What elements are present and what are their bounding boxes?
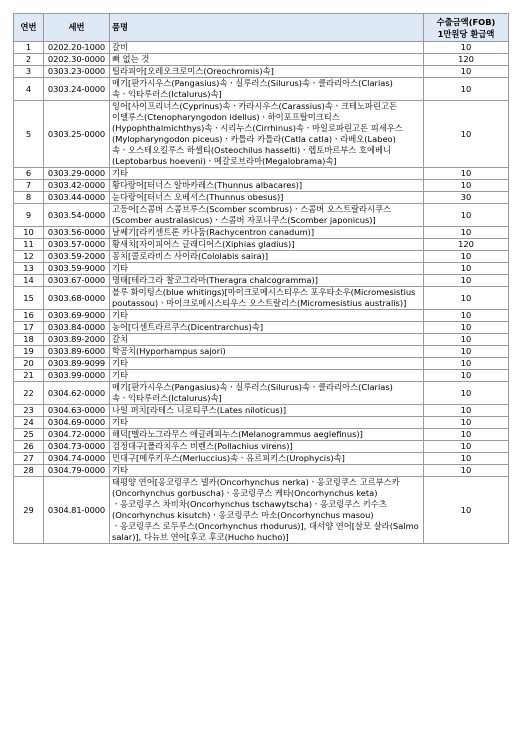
row-no-cell: 23 [14,405,44,417]
table-row [14,322,509,334]
row-no-cell: 15 [14,287,44,310]
row-amount-cell: 10 [424,204,509,227]
table-row [14,310,509,322]
row-name-cell: 뼈 없는 것 [110,54,424,66]
table-row [14,287,509,310]
table-row [14,101,509,168]
row-no-cell: 10 [14,227,44,239]
row-code-cell: 0303.69-9000 [44,310,110,322]
row-no-cell: 13 [14,263,44,275]
row-amount-cell: 10 [424,66,509,78]
row-no-cell: 6 [14,168,44,180]
row-no-cell: 4 [14,78,44,101]
row-name-cell: 기타 [110,310,424,322]
table-row [14,358,509,370]
row-no-cell: 11 [14,239,44,251]
table-row [14,417,509,429]
row-no-cell: 17 [14,322,44,334]
table-row [14,477,509,544]
header-amount-line2: 1만원당 환급액 [437,28,495,39]
row-name-cell: 명태[테라그라 찰코그라마(Theragra chalcogramma)] [110,275,424,287]
row-amount-cell: 10 [424,465,509,477]
row-amount-cell: 10 [424,370,509,382]
row-code-cell: 0303.67-0000 [44,275,110,287]
row-amount-cell: 10 [424,453,509,465]
row-name-cell: 민대구[메루키우스(Merluccius)속ㆍ유르피키스(Urophycis)속] [110,453,424,465]
row-amount-cell: 10 [424,180,509,192]
row-no-cell: 14 [14,275,44,287]
row-amount-cell: 10 [424,405,509,417]
table-row [14,192,509,204]
row-amount-cell: 10 [424,263,509,275]
row-amount-cell: 10 [424,42,509,54]
table-row [14,263,509,275]
row-code-cell: 0303.89-2000 [44,334,110,346]
row-name-cell: 태평양 연어[옹코링쿠스 넬카(Oncorhynchus nerka)ㆍ옹코링쿠스 고르부스카(Oncorhynchus gorbuscha)ㆍ옹코링쿠스 케타(Oncorhynchus keta)ㆍ옹코링쿠스 차비차(Oncorhynchus tschawytscha)ㆍ옹코링쿠스 키수츠(Oncorhynchus kisutch)ㆍ옹코링쿠스 마소(Oncorhynchus masou)ㆍ옹코링쿠스 로두루스(Oncorhynchus rhodurus)], 대서양 연어[살모 살라(Salmo salar)], 다뉴브 연어[후코 후코(Hucho hucho)] [110,477,424,544]
row-name-cell: 농어[디센트라르쿠스(Dicentrarchus)속] [110,322,424,334]
row-no-cell: 9 [14,204,44,227]
row-code-cell: 0303.44-0000 [44,192,110,204]
row-amount-cell: 10 [424,310,509,322]
table-row [14,168,509,180]
row-name-cell: 눈다랑어[터너스 오베서스(Thunnus obesus)] [110,192,424,204]
row-no-cell: 27 [14,453,44,465]
row-name-cell: 갈치 [110,334,424,346]
row-code-cell: 0303.89-9099 [44,358,110,370]
row-name-cell: 기타 [110,465,424,477]
row-amount-cell: 10 [424,287,509,310]
row-code-cell: 0304.72-0000 [44,429,110,441]
table-row [14,346,509,358]
row-code-cell: 0304.69-0000 [44,417,110,429]
row-amount-cell: 10 [424,477,509,544]
row-no-cell: 18 [14,334,44,346]
header-code: 세번 [44,14,110,42]
row-amount-cell: 120 [424,239,509,251]
table-row [14,382,509,405]
row-code-cell: 0303.84-0000 [44,322,110,334]
row-code-cell: 0303.25-0000 [44,101,110,168]
table-row [14,429,509,441]
table-body [14,42,509,544]
header-amount-line1: 수출금액(FOB) [436,16,496,27]
row-no-cell: 25 [14,429,44,441]
row-amount-cell: 10 [424,78,509,101]
row-code-cell: 0303.54-0000 [44,204,110,227]
row-code-cell: 0303.68-0000 [44,287,110,310]
table-row [14,78,509,101]
row-code-cell: 0303.89-6000 [44,346,110,358]
table-header-row [14,14,509,42]
row-name-cell: 황다랑어[터너스 알바카레스(Thunnus albacares)] [110,180,424,192]
table-row [14,275,509,287]
row-no-cell: 22 [14,382,44,405]
row-amount-cell: 10 [424,251,509,263]
row-code-cell: 0303.24-0000 [44,78,110,101]
row-code-cell: 0303.29-0000 [44,168,110,180]
table-row [14,204,509,227]
row-name-cell: 갈비 [110,42,424,54]
row-no-cell: 16 [14,310,44,322]
row-name-cell: 나일 퍼치[라테스 니로티쿠스(Lates niloticus)] [110,405,424,417]
row-amount-cell: 10 [424,358,509,370]
row-code-cell: 0303.42-0000 [44,180,110,192]
table-row [14,453,509,465]
row-amount-cell: 10 [424,346,509,358]
table-row [14,405,509,417]
row-no-cell: 12 [14,251,44,263]
row-name-cell: 검정대구[폴라치우스 비렌스(Pollachius virens)] [110,441,424,453]
row-no-cell: 5 [14,101,44,168]
row-name-cell: 황새치[자이피어스 글래디어스(Xiphias gladius)] [110,239,424,251]
table-row [14,227,509,239]
row-no-cell: 8 [14,192,44,204]
row-name-cell: 잉어[사이프리너스(Cyprinus)속ㆍ카라시우스(Carassius)속ㆍ크테노파린고돈 이델루스(Ctenopharyngodon idellus)ㆍ하이포프탈미크티스(Hypophthalmichthys)속ㆍ시리누스(Cirrhinus)속ㆍ마일로파린고돈 피세우스(Mylopharyngodon piceus)ㆍ카틀라 카틀라(Catla catla)ㆍ라베오(Labeo)속ㆍ오스테오킬루스 하셀티(Osteochilus hasselti)ㆍ렙토바르부스 호에베니(Leptobarbus hoeveni)ㆍ메갈로브라마(Megalobrama)속] [110,101,424,168]
row-amount-cell: 10 [424,275,509,287]
row-name-cell: 날쎄기[라키센트론 카나둠(Rachycentron canadum)] [110,227,424,239]
row-code-cell: 0303.99-0000 [44,370,110,382]
table-row [14,66,509,78]
row-name-cell: 해덕[멜라노그라무스 애글레피누스(Melanogrammus aeglefinus)] [110,429,424,441]
row-name-cell: 기타 [110,168,424,180]
row-amount-cell: 10 [424,168,509,180]
table-row [14,239,509,251]
row-code-cell: 0304.73-0000 [44,441,110,453]
row-no-cell: 26 [14,441,44,453]
refund-rate-table [13,13,509,544]
row-no-cell: 24 [14,417,44,429]
row-no-cell: 19 [14,346,44,358]
row-no-cell: 29 [14,477,44,544]
row-no-cell: 2 [14,54,44,66]
row-name-cell: 학공치(Hyporhampus sajori) [110,346,424,358]
row-no-cell: 20 [14,358,44,370]
header-no: 연번 [14,14,44,42]
row-name-cell: 기타 [110,358,424,370]
row-code-cell: 0303.59-2000 [44,251,110,263]
row-code-cell: 0303.23-0000 [44,66,110,78]
row-code-cell: 0303.56-0000 [44,227,110,239]
row-name-cell: 틸라피아[오레오크로미스(Oreochromis)속] [110,66,424,78]
row-code-cell: 0304.74-0000 [44,453,110,465]
row-name-cell: 블루 화이팅스(blue whitings)[마이크로메시스티우스 포우타소우(Micromesistius poutassou)ㆍ마이크로메시스티우스 오스트랄리스(Micromesistius australis)] [110,287,424,310]
row-no-cell: 1 [14,42,44,54]
header-amount [424,14,509,42]
row-name-cell: 메기[판가시우스(Pangasius)속ㆍ실루러스(Silurus)속ㆍ클라리아스(Clarias)속ㆍ익타루러스(Ictalurus)속] [110,78,424,101]
row-name-cell: 메기[판가시우스(Pangasius)속ㆍ실루러스(Silurus)속ㆍ클라리아스(Clarias)속ㆍ익타루러스(Ictalurus)속] [110,382,424,405]
row-code-cell: 0303.57-0000 [44,239,110,251]
row-name-cell: 고등어[스콤버 스콤브루스(Scomber scombrus)ㆍ스콤버 오스트랄라시쿠스(Scomber australasicus)ㆍ스콤버 자포니쿠스(Scomber japonicus)] [110,204,424,227]
table-row [14,441,509,453]
row-name-cell: 꽁치[콜로라비스 사이라(Cololabis saira)] [110,251,424,263]
row-code-cell: 0202.20-1000 [44,42,110,54]
row-amount-cell: 10 [424,227,509,239]
row-amount-cell: 10 [424,441,509,453]
row-amount-cell: 10 [424,417,509,429]
row-code-cell: 0202.30-0000 [44,54,110,66]
table-row [14,334,509,346]
table-row [14,251,509,263]
table-row [14,42,509,54]
table-row [14,465,509,477]
row-amount-cell: 30 [424,192,509,204]
row-amount-cell: 10 [424,382,509,405]
row-name-cell: 기타 [110,417,424,429]
row-no-cell: 7 [14,180,44,192]
row-amount-cell: 10 [424,322,509,334]
table-row [14,180,509,192]
row-no-cell: 28 [14,465,44,477]
table-row [14,54,509,66]
row-name-cell: 기타 [110,263,424,275]
row-no-cell: 3 [14,66,44,78]
row-no-cell: 21 [14,370,44,382]
table-row [14,370,509,382]
row-code-cell: 0304.63-0000 [44,405,110,417]
row-amount-cell: 10 [424,334,509,346]
row-code-cell: 0304.81-0000 [44,477,110,544]
row-code-cell: 0304.79-0000 [44,465,110,477]
row-amount-cell: 120 [424,54,509,66]
row-amount-cell: 10 [424,101,509,168]
row-amount-cell: 10 [424,429,509,441]
row-code-cell: 0303.59-9000 [44,263,110,275]
row-code-cell: 0304.62-0000 [44,382,110,405]
header-name: 품명 [110,14,424,42]
row-name-cell: 기타 [110,370,424,382]
